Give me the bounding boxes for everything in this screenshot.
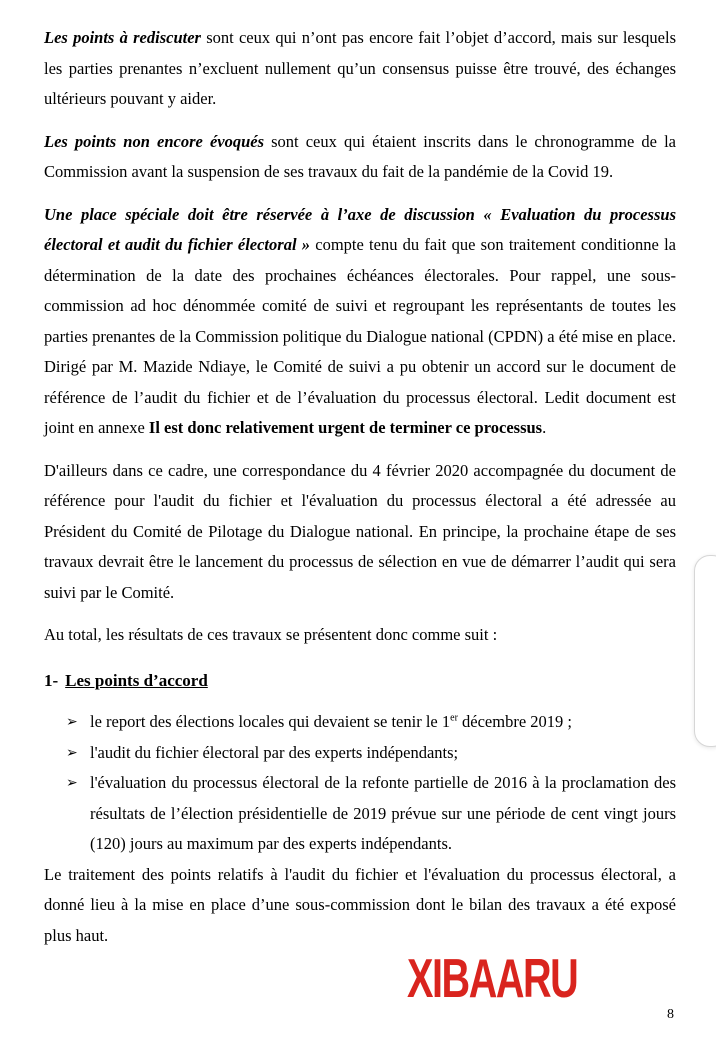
paragraph-text: Au total, les résultats de ces travaux se présentent donc comme suit : (44, 625, 498, 644)
paragraph-text: . (542, 418, 547, 437)
section-number: 1- (44, 670, 59, 690)
paragraph-lead: Une place spéciale doit être réservée à l’axe de discussion « Evaluation du processus électoral et audit du fichier électoral » (44, 204, 676, 254)
paragraph-rediscuter (44, 23, 676, 115)
list-item-text: l'audit du fichier électoral par des experts indépendants; (90, 742, 459, 762)
paragraph-lead: Les points à rediscuter (44, 28, 201, 47)
paragraph-closing (44, 860, 676, 952)
accord-list (44, 707, 676, 860)
paragraph-correspondance (44, 456, 676, 609)
list-item (66, 707, 676, 738)
arrow-bullet-icon: ➢ (66, 775, 78, 791)
xibaaru-watermark: XIBAARU (407, 947, 578, 1009)
paragraph-lead: Les points non encore évoqués (44, 131, 265, 151)
page-number: 8 (667, 1007, 674, 1022)
scroll-handle[interactable] (694, 555, 716, 747)
paragraph-place-speciale (44, 200, 676, 444)
section-heading (44, 666, 676, 697)
paragraph-non-evoques (44, 127, 676, 188)
paragraph-text: Le traitement des points relatifs à l'audit du fichier et l'évaluation du processus électoral, a donné lieu à la mise en place d’une sous-commission dont le bilan des travaux a été exposé plus haut. (44, 864, 676, 945)
paragraph-bold-emphasis: Il est donc relativement urgent de terminer ce processus (148, 418, 543, 437)
paragraph-text: sont ceux qui n’ont pas encore fait l’objet d’accord, mais sur lesquels les parties prenantes n’excluent nullement qu’un consensus puisse être trouvé, des échanges ultérieurs pouvant y aider. (44, 28, 676, 108)
list-item-text (90, 707, 676, 738)
arrow-bullet-icon: ➢ (66, 714, 78, 730)
list-item-text: l'évaluation du processus électoral de la refonte partielle de 2016 à la proclamation des résultats de l’élection présidentielle de 2019 prévue sur une période de cent vingt jours (120) jours au maximum par des experts indépendants. (90, 773, 676, 853)
list-item (66, 768, 676, 860)
ordinal-superscript: er (450, 712, 458, 724)
section-title: Les points d’accord (65, 670, 208, 690)
paragraph-text: compte tenu du fait que son traitement conditionne la détermination de la date des prochaines échéances électorales. Pour rappel, une sous-commission ad hoc dénommée comité de suivi et regroupant les représentants de toutes les parties prenantes de la Commission politique du Dialogue national (CPDN) a été mise en place. Dirigé par M. Mazide Ndiaye, le Comité de suivi a pu obtenir un accord sur le document de référence de l’audit du fichier et de l’évaluation du processus électoral. Ledit document est joint en annexe (44, 235, 676, 437)
list-item-text-pre: le report des élections locales qui devaient se tenir le 1 (90, 712, 451, 731)
list-item (66, 738, 676, 769)
document-content (44, 23, 676, 963)
arrow-bullet-icon: ➢ (66, 744, 78, 761)
list-item-text-post: décembre 2019 ; (457, 712, 572, 731)
paragraph-au-total (44, 620, 676, 651)
paragraph-text: sont ceux qui étaient inscrits dans le chronogramme de la Commission avant la suspension de ses travaux du fait de la pandémie de la Covid 19. (44, 131, 676, 181)
paragraph-text: D'ailleurs dans ce cadre, une correspondance du 4 février 2020 accompagnée du document de référence pour l'audit du fichier et l'évaluation du processus électoral a été adressée au Président du Comité de Pilotage du Dialogue national. En principe, la prochaine étape de ses travaux devrait être le lancement du processus de sélection en vue de démarrer l’audit qui sera suivi par le Comité. (44, 460, 676, 602)
